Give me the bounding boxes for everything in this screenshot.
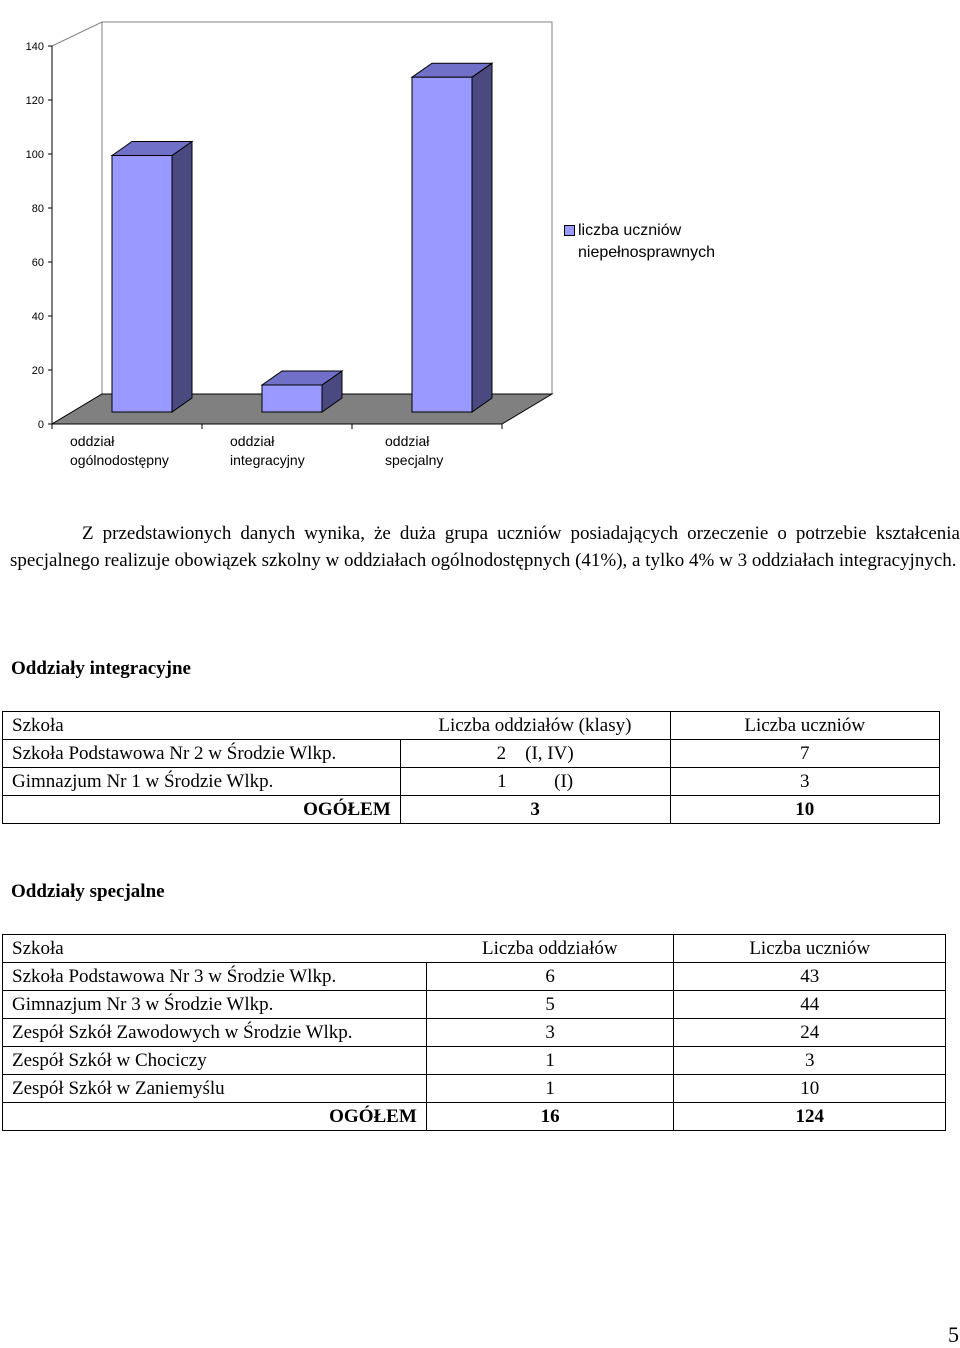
class-count: 1 xyxy=(497,771,507,792)
page-number: 5 xyxy=(948,1322,959,1347)
y-tick-label: 120 xyxy=(25,95,44,107)
chart-side-wall xyxy=(52,22,102,424)
y-tick-label: 80 xyxy=(31,203,44,215)
classes-cell: 1 xyxy=(426,1047,674,1075)
school-cell: Gimnazjum Nr 3 w Środzie Wlkp. xyxy=(3,991,427,1019)
total-students: 10 xyxy=(670,796,939,824)
integration-heading: Oddziały integracyjne xyxy=(11,658,191,679)
y-tick-label: 20 xyxy=(31,365,44,377)
x-category-label: oddział xyxy=(70,433,115,449)
x-category-label: oddział xyxy=(385,433,430,449)
header-classes: Liczba oddziałów xyxy=(426,935,674,963)
y-tick-label: 40 xyxy=(31,311,44,323)
bar-side xyxy=(172,142,192,413)
header-school: Szkoła xyxy=(3,935,427,963)
total-classes: 3 xyxy=(400,796,670,824)
table-row xyxy=(3,1019,946,1047)
table-row xyxy=(3,1047,946,1075)
header-classes: Liczba oddziałów (klasy) xyxy=(400,712,670,740)
bar-side xyxy=(472,63,492,412)
classes-cell xyxy=(400,768,670,796)
students-cell: 3 xyxy=(674,1047,946,1075)
bar-chart xyxy=(0,0,960,480)
table-row xyxy=(3,963,946,991)
summary-paragraph: Z przedstawionych danych wynika, że duża grupa uczniów posiadających orzeczenie o potrzebie kształcenia specjalnego realizuje obowiązek szkolny w oddziałach ogólnodostępnych (41%), a tylko 4% w 3 oddziałach integracyjnych. xyxy=(10,523,960,571)
y-tick-label: 140 xyxy=(25,41,44,53)
total-label: OGÓŁEM xyxy=(3,796,401,824)
y-tick-label: 0 xyxy=(37,419,44,431)
legend-line: niepełnosprawnych xyxy=(578,244,715,261)
special-heading: Oddziały specjalne xyxy=(11,881,165,902)
class-names: (I) xyxy=(554,771,574,792)
x-category-label: integracyjny xyxy=(230,452,305,468)
chart-canvas xyxy=(0,0,960,480)
classes-cell: 1 xyxy=(426,1075,674,1103)
table-row xyxy=(3,768,940,796)
school-cell: Szkoła Podstawowa Nr 2 w Środzie Wlkp. xyxy=(3,740,401,768)
students-cell: 3 xyxy=(670,768,939,796)
classes-cell: 5 xyxy=(426,991,674,1019)
special-table xyxy=(2,934,946,1131)
header-students: Liczba uczniów xyxy=(670,712,939,740)
students-cell: 43 xyxy=(674,963,946,991)
total-label: OGÓŁEM xyxy=(3,1103,427,1131)
table-header-row xyxy=(3,712,940,740)
total-students: 124 xyxy=(674,1103,946,1131)
legend-line: liczba uczniów xyxy=(578,222,682,239)
header-students: Liczba uczniów xyxy=(674,935,946,963)
header-school: Szkoła xyxy=(3,712,401,740)
legend-swatch xyxy=(564,225,575,236)
classes-cell xyxy=(400,740,670,768)
x-category-label: oddział xyxy=(230,433,275,449)
x-category-label: specjalny xyxy=(385,452,444,468)
class-count: 2 xyxy=(496,743,507,764)
total-classes: 16 xyxy=(426,1103,674,1131)
students-cell: 7 xyxy=(670,740,939,768)
total-row xyxy=(3,796,940,824)
class-names: (I, IV) xyxy=(525,743,574,764)
legend-label xyxy=(578,220,778,264)
integration-table xyxy=(2,711,940,824)
classes-cell: 6 xyxy=(426,963,674,991)
students-cell: 10 xyxy=(674,1075,946,1103)
school-cell: Zespół Szkół Zawodowych w Środzie Wlkp. xyxy=(3,1019,427,1047)
classes-cell: 3 xyxy=(426,1019,674,1047)
school-cell: Zespół Szkół w Chociczy xyxy=(3,1047,427,1075)
table-row xyxy=(3,740,940,768)
students-cell: 44 xyxy=(674,991,946,1019)
y-tick-label: 60 xyxy=(31,257,44,269)
table-row xyxy=(3,991,946,1019)
bar xyxy=(112,156,172,413)
x-category-label: ogólnodostępny xyxy=(70,452,169,468)
school-cell: Zespół Szkół w Zaniemyślu xyxy=(3,1075,427,1103)
total-row xyxy=(3,1103,946,1131)
school-cell: Gimnazjum Nr 1 w Środzie Wlkp. xyxy=(3,768,401,796)
table-header-row xyxy=(3,935,946,963)
chart-legend xyxy=(564,220,778,264)
bar xyxy=(262,385,322,412)
table-row xyxy=(3,1075,946,1103)
bar xyxy=(412,77,472,412)
students-cell: 24 xyxy=(674,1019,946,1047)
school-cell: Szkoła Podstawowa Nr 3 w Środzie Wlkp. xyxy=(3,963,427,991)
y-tick-label: 100 xyxy=(25,149,44,161)
